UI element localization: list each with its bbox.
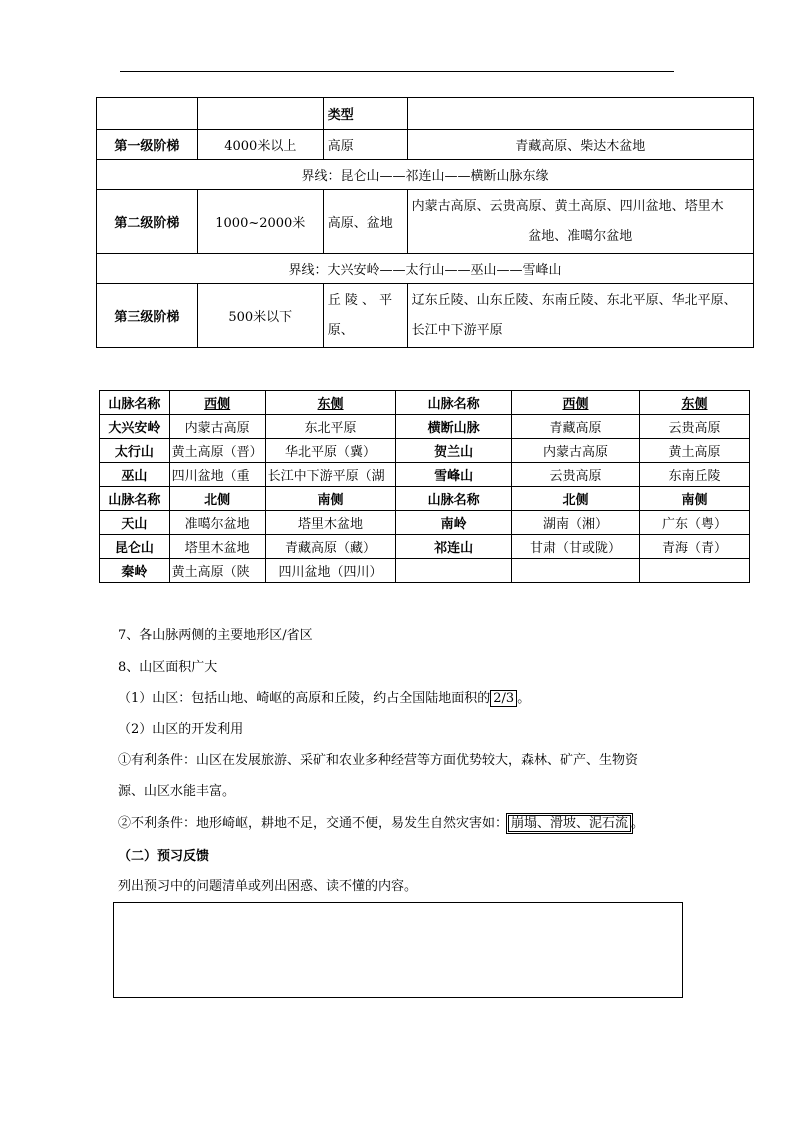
table-header-row — [100, 487, 750, 511]
table-row — [100, 511, 750, 535]
table-cell: 湖南（湘） — [511, 511, 639, 535]
landform-examples — [407, 284, 753, 348]
header-cell: 山脉名称 — [396, 391, 511, 415]
disadvantage-text: ②不利条件：地形崎岖，耕地不足，交通不便，易发生自然灾害如： — [118, 816, 509, 831]
boundary-row — [97, 160, 754, 190]
table-header-row — [97, 98, 754, 130]
examples-line: 辽东丘陵、山东丘陵、东南丘陵、东北平原、华北平原、 — [411, 292, 737, 308]
mountain-name: 雪峰山 — [396, 463, 511, 487]
answer-fraction: 2/3 — [490, 690, 517, 707]
landform-type: 高原 — [323, 130, 407, 160]
table-cell — [640, 559, 750, 583]
landform-type: 高原、盆地 — [323, 190, 407, 254]
header-cell: 南侧 — [640, 487, 750, 511]
header-cell — [407, 98, 753, 130]
mountain-name: 祁连山 — [396, 535, 511, 559]
item-8: 8、山区面积广大 — [118, 660, 218, 675]
table-cell: 东北平原 — [265, 415, 396, 439]
header-cell — [97, 98, 198, 130]
answer-hazards: 崩塌、滑坡、泥石流 — [508, 815, 631, 832]
examples-line: 长江中下游平原 — [411, 322, 503, 338]
table-row — [100, 415, 750, 439]
table-row — [97, 284, 754, 348]
table-cell: 华北平原（冀） — [265, 439, 396, 463]
header-rule — [120, 71, 674, 72]
mountain-name: 大兴安岭 — [100, 415, 170, 439]
table-cell: 四川盆地（重 — [169, 463, 265, 487]
examples-line: 盆地、准噶尔盆地 — [528, 228, 633, 244]
instruction: 列出预习中的问题清单或列出困惑、读不懂的内容。 — [118, 879, 418, 894]
mountain-name: 太行山 — [100, 439, 170, 463]
table-cell: 塔里木盆地 — [265, 511, 396, 535]
header-cell: 南侧 — [265, 487, 396, 511]
table-row — [100, 463, 750, 487]
table-cell: 东南丘陵 — [640, 463, 750, 487]
table-row — [100, 439, 750, 463]
item-7: 7、各山脉两侧的主要地形区/省区 — [118, 628, 313, 643]
step-name: 第二级阶梯 — [97, 190, 198, 254]
answer-box[interactable] — [113, 902, 683, 998]
examples-line: 内蒙古高原、云贵高原、黄土高原、四川盆地、塔里木 — [411, 198, 724, 214]
mountain-name: 南岭 — [396, 511, 511, 535]
table-cell: 青海（青） — [640, 535, 750, 559]
advantage-line: ①有利条件：山区在发展旅游、采矿和农业多种经营等方面优势较大，森林、矿产、生物资 — [118, 753, 639, 768]
header-cell — [197, 98, 323, 130]
boundary-text: 界线：昆仑山——祁连山——横断山脉东缘 — [97, 160, 754, 190]
section-heading: （二）预习反馈 — [118, 849, 210, 864]
header-cell: 山脉名称 — [100, 391, 170, 415]
table-cell: 黄土高原 — [640, 439, 750, 463]
header-cell: 山脉名称 — [396, 487, 511, 511]
step-name: 第三级阶梯 — [97, 284, 198, 348]
terrain-steps-table — [96, 97, 754, 348]
elevation: 500米以下 — [197, 284, 323, 348]
table-cell — [511, 559, 639, 583]
mountain-name: 昆仑山 — [100, 535, 170, 559]
table-cell: 黄土高原（晋） — [169, 439, 265, 463]
mountain-name: 横断山脉 — [396, 415, 511, 439]
table-row — [100, 559, 750, 583]
type-line: 丘 陵 、 平 — [327, 292, 393, 308]
table-row — [97, 130, 754, 160]
punctuation: 。 — [631, 816, 645, 831]
table-cell: 黄土高原（陕 — [169, 559, 265, 583]
mountain-sides-table — [99, 390, 750, 583]
header-cell: 西侧 — [511, 391, 639, 415]
table-cell: 塔里木盆地 — [169, 535, 265, 559]
header-cell: 东侧 — [265, 391, 396, 415]
table-cell: 青藏高原（藏） — [265, 535, 396, 559]
type-line: 原、 — [327, 322, 354, 338]
table-cell: 准噶尔盆地 — [169, 511, 265, 535]
elevation: 1000~2000米 — [197, 190, 323, 254]
header-cell: 西侧 — [169, 391, 265, 415]
mountain-name: 秦岭 — [100, 559, 170, 583]
header-cell: 北侧 — [511, 487, 639, 511]
elevation: 4000米以上 — [197, 130, 323, 160]
table-cell: 四川盆地（四川） — [265, 559, 396, 583]
table-cell: 内蒙古高原 — [169, 415, 265, 439]
landform-type — [323, 284, 407, 348]
mountain-name: 天山 — [100, 511, 170, 535]
table-header-row — [100, 391, 750, 415]
advantage-line: 源、山区水能丰富。 — [118, 784, 236, 799]
mountain-name: 巫山 — [100, 463, 170, 487]
mountain-name: 贺兰山 — [396, 439, 511, 463]
table-cell — [396, 559, 511, 583]
header-cell-type: 类型 — [323, 98, 407, 130]
table-cell: 云贵高原 — [511, 463, 639, 487]
table-cell: 云贵高原 — [640, 415, 750, 439]
table-cell: 甘肃（甘或陇） — [511, 535, 639, 559]
item-8-2: （2）山区的开发利用 — [118, 722, 244, 737]
table-row — [100, 535, 750, 559]
landform-examples — [407, 190, 753, 254]
disadvantage-line — [118, 815, 644, 833]
header-cell: 东侧 — [640, 391, 750, 415]
step-name: 第一级阶梯 — [97, 130, 198, 160]
boundary-row — [97, 254, 754, 284]
table-cell: 广东（粤） — [640, 511, 750, 535]
punctuation: 。 — [517, 691, 531, 706]
item-8-1-text: （1）山区：包括山地、崎岖的高原和丘陵，约占全国陆地面积的 — [118, 691, 491, 706]
item-8-1 — [118, 690, 530, 708]
header-cell: 北侧 — [169, 487, 265, 511]
boundary-text: 界线：大兴安岭——太行山——巫山——雪峰山 — [97, 254, 754, 284]
table-cell: 青藏高原 — [511, 415, 639, 439]
landform-examples: 青藏高原、柴达木盆地 — [407, 130, 753, 160]
table-row — [97, 190, 754, 254]
table-cell: 内蒙古高原 — [511, 439, 639, 463]
table-cell: 长江中下游平原（湖 — [265, 463, 396, 487]
header-cell: 山脉名称 — [100, 487, 170, 511]
